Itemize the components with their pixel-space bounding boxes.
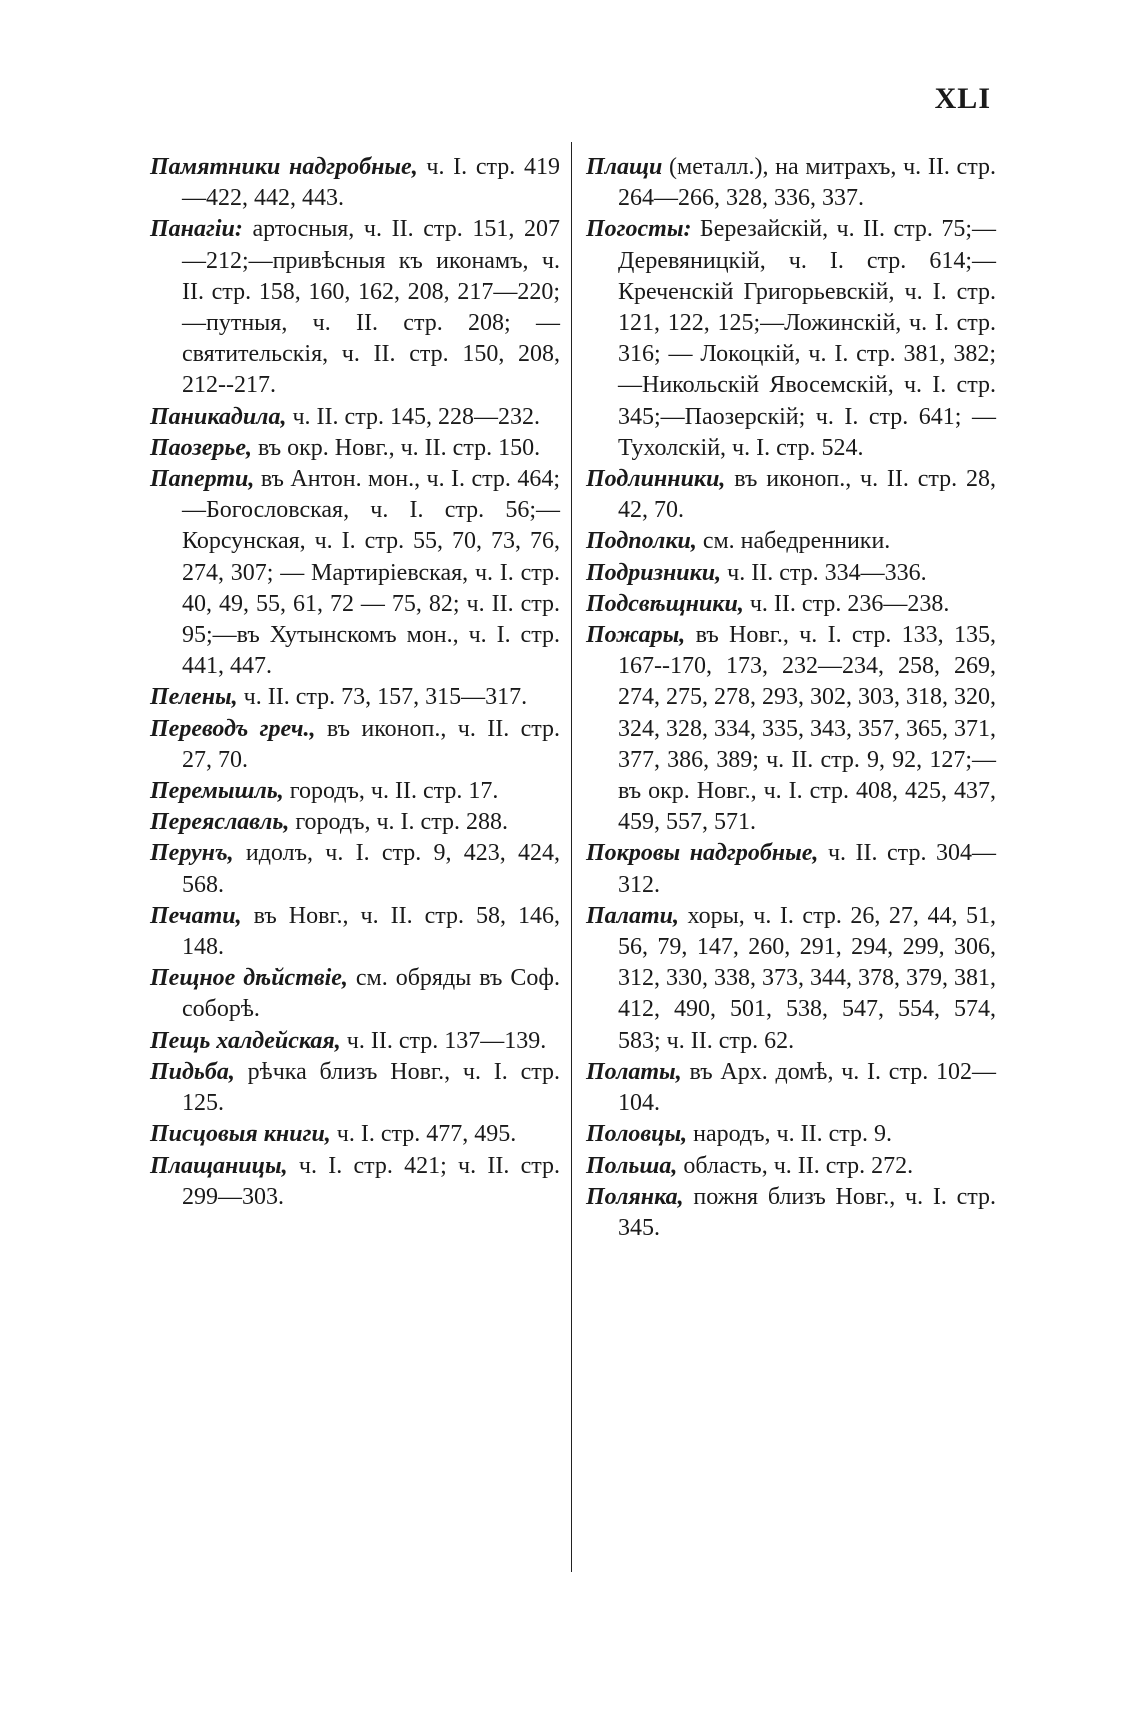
entry-headword: Паперти, — [150, 466, 255, 493]
entry-headword: Печати, — [150, 902, 242, 929]
entry-text: ч. II. стр. 145, 228—232. — [286, 403, 540, 430]
index-entry — [150, 1026, 560, 1057]
entry-headword: Покровы надгробные, — [586, 840, 819, 867]
entry-text: см. обряды въ Соф. соборѣ. — [182, 965, 560, 1023]
entry-headword: Палати, — [586, 902, 679, 929]
entry-text: ч. I. стр. 419—422, 442, 443. — [182, 154, 560, 212]
entry-text: народъ, ч. II. стр. 9. — [687, 1121, 893, 1148]
index-entry — [586, 214, 996, 464]
entry-headword: Перемышль, — [150, 778, 284, 805]
index-entry — [150, 464, 560, 682]
index-entry — [586, 1119, 996, 1150]
entry-text: городъ, ч. II. стр. 17. — [283, 778, 499, 805]
index-entry — [150, 402, 560, 433]
entry-text: артосныя, ч. II. стр. 151, 207—212;—привѣсныя къ иконамъ, ч. II. стр. 158, 160, 162, 208, 217—220; —путныя, ч. II. стр. 208; —святительскія, ч. II. стр. 150, 208, 212--217. — [182, 216, 560, 399]
entry-headword: Панагіи: — [150, 216, 243, 243]
entry-text: область, ч. II. стр. 272. — [677, 1152, 914, 1179]
index-entry — [586, 838, 996, 900]
index-entry — [586, 901, 996, 1057]
index-entry — [150, 1119, 560, 1150]
index-entry — [586, 152, 996, 214]
entry-text: въ Антон. мон., ч. I. стр. 464;—Богословская, ч. I. стр. 56;—Корсунская, ч. I. стр. 55, 70, 73, 76, 274, 307; — Мартиріевская, ч. I. стр. 40, 49, 55, 61, 72 — 75, 82; ч. II. стр. 95;—въ Хутынскомъ мон., ч. I. стр. 441, 447. — [182, 466, 560, 680]
entry-headword: Паозерье, — [150, 434, 252, 461]
entry-headword: Погосты: — [586, 216, 692, 243]
entry-text: хоры, ч. I. стр. 26, 27, 44, 51, 56, 79, 147, 260, 291, 294, 299, 306, 312, 330, 338, 373, 344, 378, 379, 381, 412, 490, 501, 538, 547, 554, 574, 583; ч. II. стр. 62. — [618, 902, 996, 1054]
entry-text: идолъ, ч. I. стр. 9, 423, 424, 568. — [182, 840, 560, 898]
entry-text: въ Новг., ч. I. стр. 133, 135, 167--170, 173, 232—234, 258, 269, 274, 275, 278, 293, 302, 303, 318, 320, 324, 328, 334, 335, 343, 357, 365, 371, 377, 386, 389; ч. II. стр. 9, 92, 127;—въ окр. Новг., ч. I. стр. 408, 425, 437, 459, 557, 571. — [618, 622, 996, 836]
entry-headword: Перунъ, — [150, 840, 234, 867]
entry-headword: Подполки, — [586, 528, 697, 555]
index-entry — [586, 1182, 996, 1244]
index-entry — [586, 589, 996, 620]
index-entry — [586, 526, 996, 557]
entry-text: ч. II. стр. 304—312. — [618, 840, 996, 898]
index-entry — [150, 214, 560, 401]
entry-text: въ Арх. домѣ, ч. I. стр. 102—104. — [618, 1058, 996, 1117]
entry-text: городъ, ч. I. стр. 288. — [289, 809, 508, 836]
entry-text: см. набедренники. — [696, 528, 891, 555]
index-entry — [586, 1151, 996, 1182]
entry-headword: Писцовыя книги, — [150, 1121, 331, 1148]
entry-headword: Полаты, — [586, 1058, 682, 1085]
entry-headword: Половцы, — [586, 1121, 688, 1148]
entry-headword: Плащаницы, — [150, 1152, 288, 1179]
entry-text: Березайскій, ч. II. стр. 75;—Деревяницкій, ч. I. стр. 614;—Креченскій Григорьевскій, ч. I. стр. 121, 122, 125;—Ложинскій, ч. I. стр. 316; — Локоцкій, ч. I. стр. 381, 382;—Никольскій Явосемскій, ч. I. стр. 345;—Паозерскій; ч. I. стр. 641; — Тухолскій, ч. I. стр. 524. — [618, 216, 996, 461]
entry-text: ч. II. стр. 236—238. — [743, 590, 950, 617]
entry-text: ч. II. стр. 137—139. — [340, 1027, 547, 1054]
entry-text: ч. I. стр. 477, 495. — [330, 1121, 517, 1148]
entry-text: въ окр. Новг., ч. II. стр. 150. — [252, 434, 541, 461]
entry-headword: Пожары, — [586, 622, 686, 649]
index-entry — [586, 1057, 996, 1119]
entry-headword: Пещное дѣйствіе, — [150, 965, 348, 992]
index-entry — [150, 1151, 560, 1213]
index-entry — [586, 620, 996, 838]
index-entry — [150, 776, 560, 807]
index-entry — [150, 152, 560, 214]
entry-headword: Пидьба, — [150, 1058, 235, 1085]
entry-text: ч. II. стр. 334—336. — [721, 559, 927, 586]
entry-headword: Плащи — [586, 154, 663, 180]
index-entry — [150, 714, 560, 776]
entry-headword: Переводъ греч., — [150, 715, 316, 742]
entry-headword: Переяславль, — [150, 809, 290, 836]
entry-text: въ иконоп., ч. II. стр. 28, 42, 70. — [618, 466, 996, 524]
index-entry — [586, 558, 996, 589]
index-entry — [150, 963, 560, 1025]
index-column-right — [586, 152, 996, 1244]
entry-text: въ Новг., ч. II. стр. 58, 146, 148. — [182, 902, 560, 961]
entry-text: (металл.), на митрахъ, ч. II. стр. 264—266, 328, 336, 337. — [618, 154, 996, 212]
entry-headword: Пелены, — [150, 684, 238, 711]
entry-headword: Памятники надгробные, — [150, 154, 418, 180]
page-number: XLI — [934, 82, 991, 115]
index-entry — [586, 464, 996, 526]
index-entry — [150, 838, 560, 900]
column-divider — [571, 142, 572, 1572]
entry-headword: Полянка, — [586, 1183, 684, 1210]
index-entry — [150, 682, 560, 713]
entry-text: ч. II. стр. 73, 157, 315—317. — [237, 684, 528, 711]
entry-headword: Подсвѣщники, — [586, 590, 744, 617]
entry-headword: Польша, — [586, 1152, 678, 1179]
index-entry — [150, 1057, 560, 1119]
index-column-left — [150, 152, 560, 1213]
entry-text: въ иконоп., ч. II. стр. 27, 70. — [182, 715, 561, 773]
entry-text: рѣчка близъ Новг., ч. I. стр. 125. — [182, 1058, 560, 1117]
entry-headword: Подлинники, — [586, 466, 726, 493]
entry-text: ч. I. стр. 421; ч. II. стр. 299—303. — [182, 1152, 560, 1210]
entry-headword: Подризники, — [586, 559, 722, 586]
entry-headword: Паникадила, — [150, 403, 287, 430]
index-entry — [150, 901, 560, 963]
entry-text: пожня близъ Новг., ч. I. стр. 345. — [618, 1183, 996, 1241]
index-entry — [150, 807, 560, 838]
entry-headword: Пещь халдейская, — [150, 1027, 341, 1054]
index-entry — [150, 433, 560, 464]
